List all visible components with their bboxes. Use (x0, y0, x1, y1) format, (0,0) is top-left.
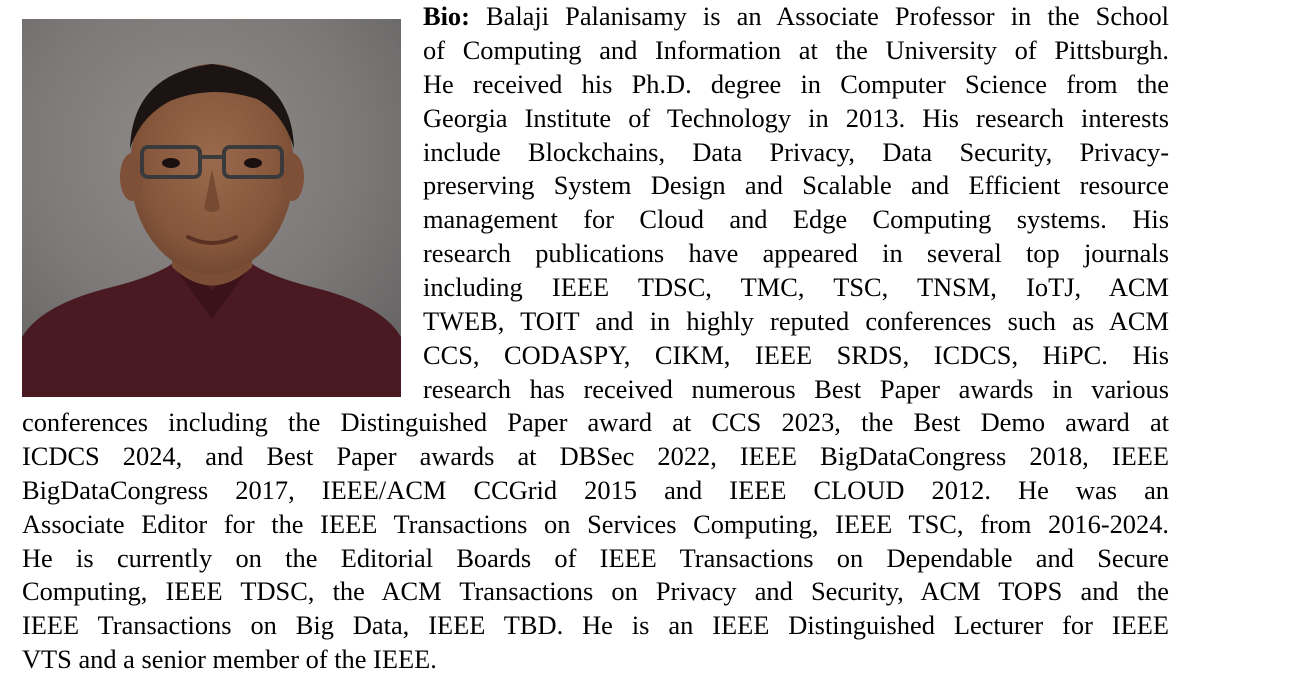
bio-line-7: management for Cloud and Edge Computing systems. His (423, 204, 1169, 235)
portrait-photo (22, 19, 401, 397)
bio-line-8: research publications have appeared in several top journals (423, 238, 1169, 269)
bio-line-3: He received his Ph.D. degree in Computer Science from the (423, 68, 1169, 99)
portrait-illustration (22, 19, 401, 397)
bio-line-2: of Computing and Information at the University of Pittsburgh. (423, 34, 1169, 65)
bio-line-18: Computing, IEEE TDSC, the ACM Transactions on Privacy and Security, ACM TOPS and the (22, 576, 1169, 607)
bio-line-12: research has received numerous Best Paper awards in various (423, 373, 1169, 404)
bio-line-15: BigDataCongress 2017, IEEE/ACM CCGrid 2015 and IEEE CLOUD 2012. He was an (22, 474, 1169, 505)
bio-line-1: Bio: Balaji Palanisamy is an Associate Professor in the School (423, 1, 1169, 31)
bio-line-4: Georgia Institute of Technology in 2013. His research interests (423, 102, 1169, 133)
bio-line-17: He is currently on the Editorial Boards of IEEE Transactions on Dependable and Secure (22, 542, 1169, 573)
bio-line-19: IEEE Transactions on Big Data, IEEE TBD. He is an IEEE Distinguished Lecturer for IEEE (22, 610, 1169, 641)
bio-full-width-text (22, 406, 1169, 677)
bio-line-11: CCS, CODASPY, CIKM, IEEE SRDS, ICDCS, HiPC. His (423, 339, 1169, 370)
bio-label: Bio: (423, 1, 470, 31)
bio-line-10: TWEB, TOIT and in highly reputed conferences such as ACM (423, 306, 1169, 337)
bio-line-9: including IEEE TDSC, TMC, TSC, TNSM, IoTJ, ACM (423, 272, 1169, 303)
bio-wrapped-text (423, 0, 1169, 407)
bio-line-20: VTS and a senior member of the IEEE. (22, 644, 437, 675)
bio-line-6: preserving System Design and Scalable and Efficient resource (423, 170, 1169, 201)
bio-line-13: conferences including the Distinguished Paper award at CCS 2023, the Best Demo award at (22, 407, 1169, 437)
bio-line-16: Associate Editor for the IEEE Transactions on Services Computing, IEEE TSC, from 2016-2024. (22, 508, 1169, 539)
bio-page (22, 0, 1169, 674)
bio-line-14: ICDCS 2024, and Best Paper awards at DBSec 2022, IEEE BigDataCongress 2018, IEEE (22, 440, 1169, 471)
bio-line-5: include Blockchains, Data Privacy, Data Security, Privacy- (423, 136, 1169, 167)
